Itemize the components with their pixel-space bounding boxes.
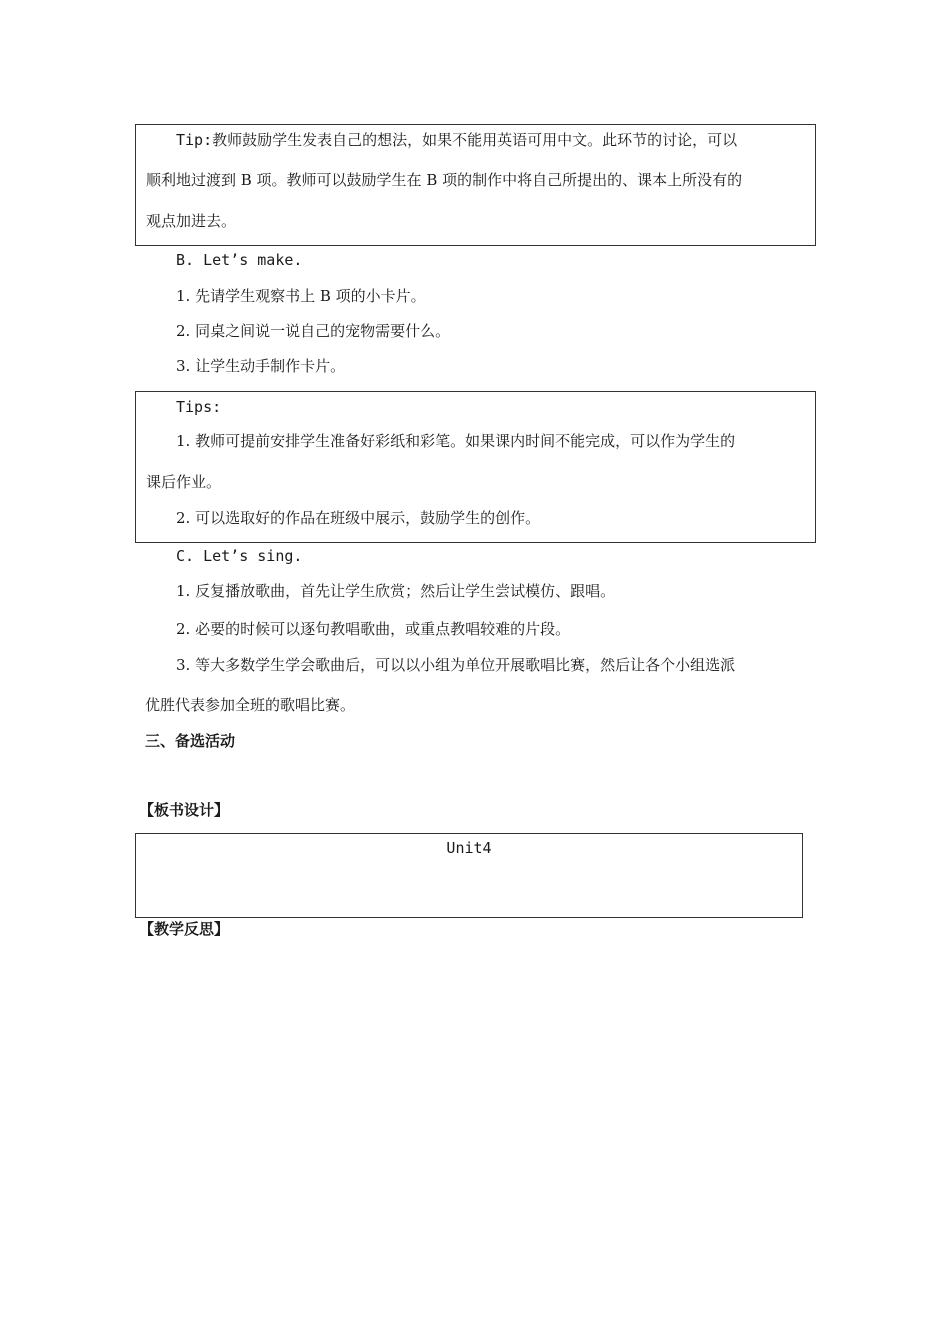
section-c-item-3-line-2: 优胜代表参加全班的歌唱比赛。 [145, 696, 356, 714]
board-design-box [135, 833, 803, 918]
section-b-item-3: 3. 让学生动手制作卡片。 [176, 357, 346, 375]
tips-item-1-line-2: 课后作业。 [146, 473, 222, 491]
section-c-item-3-line-1: 3. 等大多数学生学会歌曲后，可以以小组为单位开展歌唱比赛，然后让各个小组选派 [176, 656, 736, 674]
section-b-item-1: 1. 先请学生观察书上 B 项的小卡片。 [176, 287, 426, 305]
section-c-heading: C. Let’s sing. [176, 547, 303, 565]
board-design-heading: 【板书设计】 [139, 801, 230, 819]
tip-text-1: 教师鼓励学生发表自己的想法，如果不能用英语可用中文。此环节的讨论，可以 [212, 131, 738, 149]
tip-label: Tip: [176, 131, 213, 149]
tips-box [135, 391, 816, 543]
tip-box [135, 124, 816, 246]
tip-line-1 [176, 130, 737, 150]
tips-item-2: 2. 可以选取好的作品在班级中展示，鼓励学生的创作。 [176, 509, 541, 527]
alternative-activities-heading: 三、备选活动 [145, 732, 236, 750]
section-b-heading: B. Let’s make. [176, 251, 303, 269]
tips-item-1-line-1: 1. 教师可提前安排学生准备好彩纸和彩笔。如果课内时间不能完成，可以作为学生的 [176, 432, 736, 450]
section-c-item-1: 1. 反复播放歌曲，首先让学生欣赏；然后让学生尝试模仿、跟唱。 [176, 582, 616, 600]
tip-line-2: 顺利地过渡到 B 项。教师可以鼓励学生在 B 项的制作中将自己所提出的、课本上所没有的 [146, 171, 743, 189]
board-design-content: Unit4 [446, 839, 492, 857]
tips-label: Tips: [176, 398, 222, 416]
section-c-item-2: 2. 必要的时候可以逐句教唱歌曲，或重点教唱较难的片段。 [176, 620, 571, 638]
tip-line-3: 观点加进去。 [146, 212, 237, 230]
section-b-item-2: 2. 同桌之间说一说自己的宠物需要什么。 [176, 322, 451, 340]
teaching-reflection-heading: 【教学反思】 [139, 920, 230, 938]
